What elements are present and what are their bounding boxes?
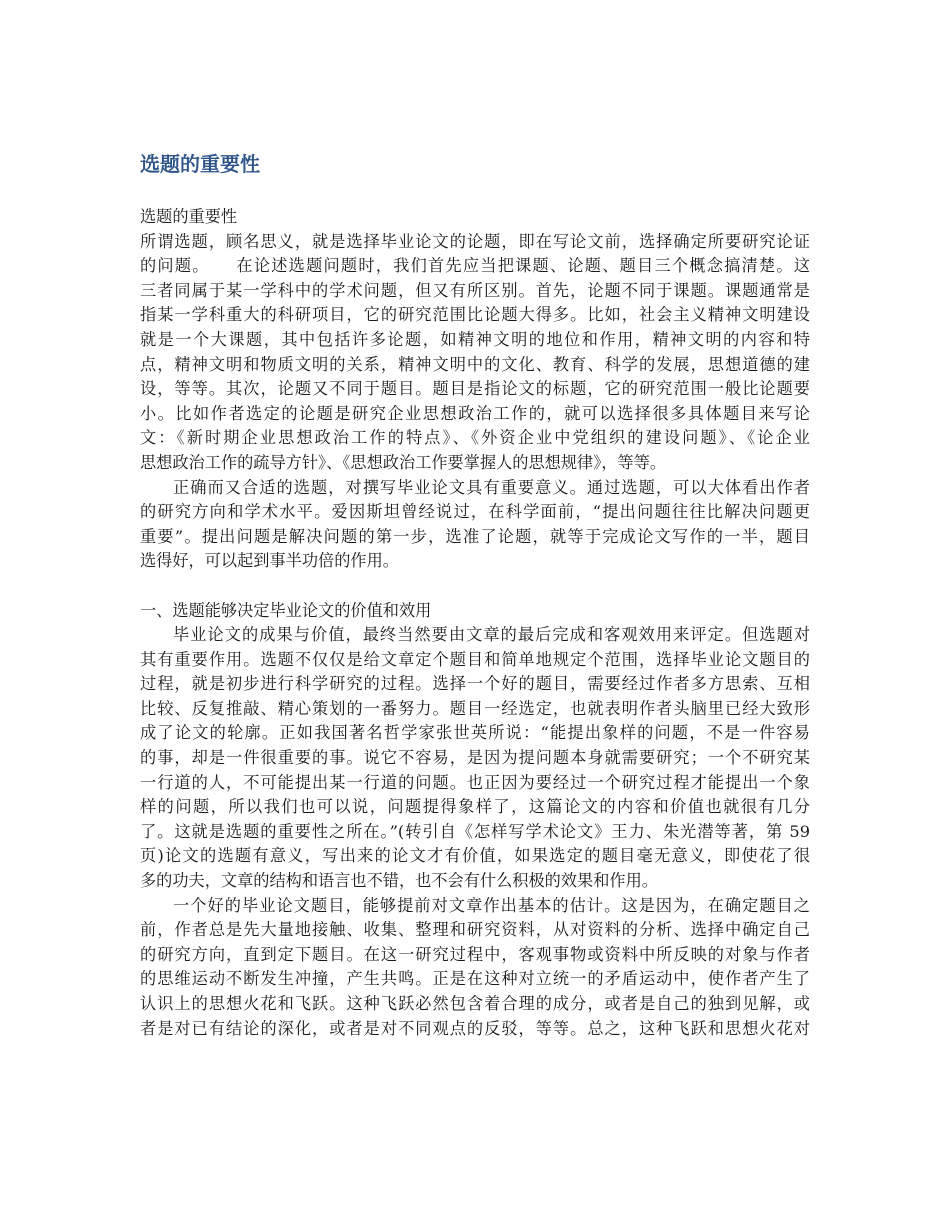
text-line: 选题的重要性 — [140, 207, 238, 226]
text-line: 毕业论文的成果与价值，最终当然要由文章的最后完成和客观效用来评定。但选题对 — [173, 625, 810, 645]
text-line: 就是一个大课题，其中包括许多论题，如精神文明的地位和作用，精神文明的内容和特 — [140, 329, 810, 349]
text-line: 的研究方向，直到定下题目。在这一研究过程中，客观事物或资料中所反映的对象与作者 — [140, 944, 810, 964]
text-line: 页)论文的选题有意义，写出来的论文才有价值，如果选定的题目毫无意义，即使花了很 — [140, 846, 810, 866]
text-line: 比较、反复推敲、精心策划的一番努力。题目一经选定，也就表明作者头脑里已经大致形 — [140, 698, 810, 718]
text-line: 所谓选题，顾名思义，就是选择毕业论文的论题，即在写论文前，选择确定所要研究论证 — [140, 231, 810, 251]
text-line: 重要”。提出问题是解决问题的第一步，选准了论题，就等于完成论文写作的一半，题目 — [140, 526, 810, 546]
document-body — [140, 205, 810, 1041]
text-line: 其有重要作用。选题不仅仅是给文章定个题目和简单地规定个范围，选择毕业论文题目的 — [140, 649, 810, 669]
text-line: 三者同属于某一学科中的学术问题，但又有所区别。首先，论题不同于课题。课题通常是 — [140, 280, 810, 300]
text-line: 多的功夫，文章的结构和语言也不错，也不会有什么积极的效果和作用。 — [140, 871, 658, 891]
text-line: 认识上的思想火花和飞跃。这种飞跃必然包含着合理的成分，或者是自己的独到见解，或 — [140, 994, 810, 1013]
text-line: 选得好，可以起到事半功倍的作用。 — [140, 551, 399, 571]
text-line: 的事，却是一件很重要的事。说它不容易，是因为提问题本身就需要研究；一个不研究某 — [140, 748, 810, 768]
text-line: 的思维运动不断发生冲撞，产生共鸣。正是在这种对立统一的矛盾运动中，使作者产生了 — [140, 969, 810, 989]
text-line: 设，等等。其次，论题又不同于题目。题目是指论文的标题，它的研究范围一般比论题要 — [140, 379, 810, 399]
text-line: 正确而又合适的选题，对撰写毕业论文具有重要意义。通过选题，可以大体看出作者 — [173, 477, 810, 497]
text-line: 的问题。 在论述选题问题时，我们首先应当把课题、论题、题目三个概念搞清楚。这 — [140, 256, 810, 276]
text-line: 样的问题，所以我们也可以说，问题提得象样了，这篇论文的内容和价值也就很有几分 — [140, 797, 810, 817]
text-line: 前，作者总是先大量地接触、收集、整理和研究资料，从对资料的分析、选择中确定自己 — [140, 920, 810, 940]
text-line: 了。这就是选题的重要性之所在。”(转引自《怎样写学术论文》王力、朱光潜等著，第 59 — [140, 821, 810, 841]
text-line: 小。比如作者选定的论题是研究企业思想政治工作的，就可以选择很多具体题目来写论 — [140, 403, 810, 423]
text-line: 一、选题能够决定毕业论文的价值和效用 — [140, 600, 432, 620]
text-line: 指某一学科重大的科研项目，它的研究范围比论题大得多。比如，社会主义精神文明建设 — [140, 305, 810, 325]
text-line: 文：《新时期企业思想政治工作的特点》、《外资企业中党组织的建设问题》、《论企业 — [140, 428, 810, 448]
blank-line — [140, 574, 810, 599]
text-line: 思想政治工作的疏导方针》、《思想政治工作要掌握人的思想规律》，等等。 — [140, 452, 667, 472]
document-title: 选题的重要性 — [140, 152, 260, 176]
text-line: 点，精神文明和物质文明的关系，精神文明中的文化、教育、科学的发展，思想道德的建 — [140, 354, 810, 374]
text-line: 过程，就是初步进行科学研究的过程。选择一个好的题目，需要经过作者多方思索、互相 — [140, 674, 810, 694]
text-line: 的研究方向和学术水平。爱因斯坦曾经说过，在科学面前，“提出问题往往比解决问题更 — [140, 502, 810, 522]
text-line: 一个好的毕业论文题目，能够提前对文章作出基本的估计。这是因为，在确定题目之 — [173, 895, 810, 915]
text-line: 者是对已有结论的深化，或者是对不同观点的反驳，等等。总之，这种飞跃和思想火花对 — [140, 1018, 810, 1038]
text-line: 一行道的人，不可能提出某一行道的问题。也正因为要经过一个研究过程才能提出一个象 — [140, 772, 810, 792]
text-line: 成了论文的轮廓。正如我国著名哲学家张世英所说：“能提出象样的问题，不是一件容易 — [140, 723, 810, 743]
